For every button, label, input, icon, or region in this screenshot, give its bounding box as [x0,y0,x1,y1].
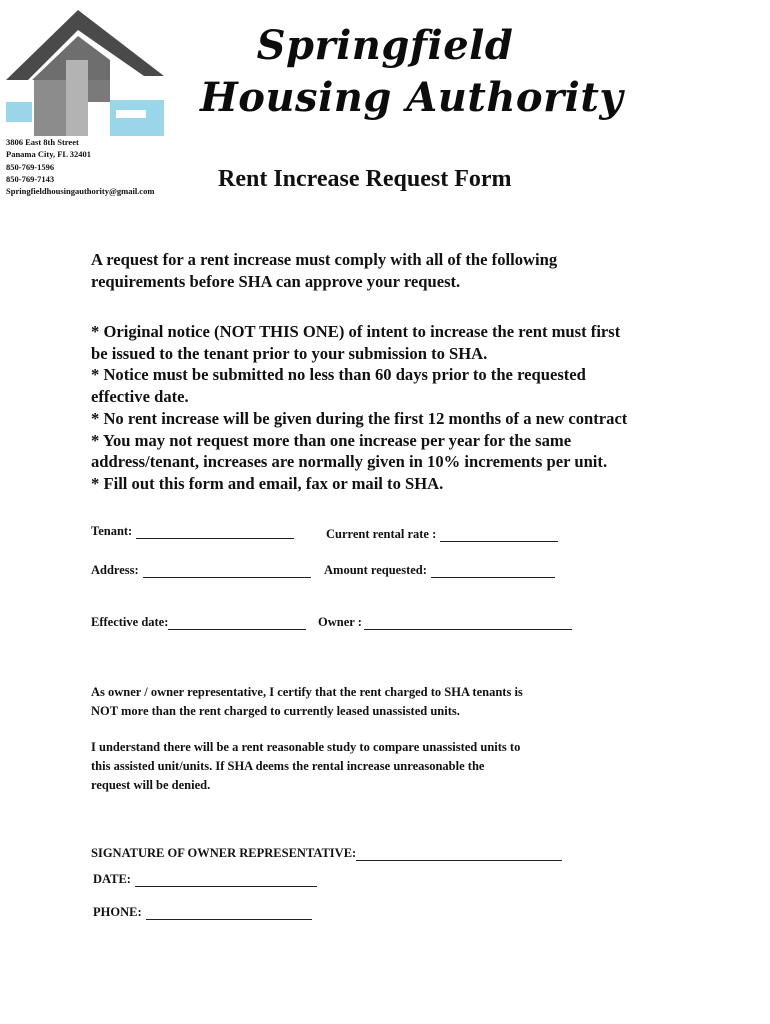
requirement-line: * No rent increase will be given during the first 12 months of a new contract [91,408,628,428]
intro-paragraph [91,249,691,293]
address-line: 3806 East 8th Street [6,137,79,147]
notice-line: I understand there will be a rent reasonable study to compare unassisted units to [91,740,521,754]
certification-statement [91,683,523,721]
notice-line: request will be denied. [91,778,211,792]
current-rate-field-group [326,527,558,542]
requirement-line: * You may not request more than one increase per year for the same [91,430,572,450]
effective-date-field-group [91,615,306,630]
address-field[interactable] [143,565,311,578]
owner-label: Owner : [318,615,362,629]
amount-requested-label: Amount requested: [324,563,427,577]
tenant-field-group [91,524,294,539]
brand-line-2: Housing Authority [200,74,624,121]
address-field-group [91,563,311,578]
tenant-label: Tenant: [91,524,133,538]
current-rate-label: Current rental rate : [326,527,437,541]
effective-date-field[interactable] [168,617,306,630]
tenant-field[interactable] [136,526,294,539]
phone-field-group [93,905,312,920]
certification-line: NOT more than the rent charged to currently leased unassisted units. [91,704,460,718]
certification-line: As owner / owner representative, I certify that the rent charged to SHA tenants is [91,685,523,699]
intro-line: requirements before SHA can approve your request. [91,272,461,291]
owner-field[interactable] [364,617,572,630]
date-field-group [93,872,317,887]
address-line: Panama City, FL 32401 [6,149,92,160]
brand-line-1: Springfield [256,22,514,69]
page-title: Rent Increase Request Form [218,166,512,192]
reasonable-study-notice [91,738,520,795]
house-logo-icon [6,10,164,138]
requirement-line: address/tenant, increases are normally given in 10% increments per unit. [91,452,608,472]
brand-wordmark [200,20,624,124]
requirement-line: be issued to the tenant prior to your submission to SHA. [91,343,488,363]
current-rate-field[interactable] [440,529,558,542]
signature-field[interactable] [356,848,562,861]
effective-date-label: Effective date: [91,615,169,629]
date-field[interactable] [135,874,317,887]
requirement-line: * Original notice (NOT THIS ONE) of intent to increase the rent must first [91,322,621,341]
address-block [6,136,154,197]
notice-line: this assisted unit/units. If SHA deems the rental increase unreasonable the [91,759,485,773]
intro-line: A request for a rent increase must comply with all of the following [91,250,558,269]
email-line: Springfieldhousingauthority@gmail.com [6,186,155,197]
phone-label: PHONE: [93,905,142,919]
date-label: DATE: [93,872,131,886]
phone-line: 850-769-1596 [6,161,55,172]
requirement-line: * Notice must be submitted no less than 60 days prior to the requested [91,365,586,385]
requirement-line: effective date. [91,387,189,407]
owner-field-group [318,615,572,630]
address-label: Address: [91,563,139,577]
amount-requested-field-group [324,563,555,578]
requirements-list [91,321,711,495]
signature-field-group [91,846,562,861]
amount-requested-field[interactable] [431,565,555,578]
phone-field[interactable] [146,907,312,920]
requirement-line: * Fill out this form and email, fax or mail to SHA. [91,473,444,493]
signature-label: SIGNATURE OF OWNER REPRESENTATIVE: [91,846,357,860]
fax-line: 850-769-7143 [6,173,55,184]
